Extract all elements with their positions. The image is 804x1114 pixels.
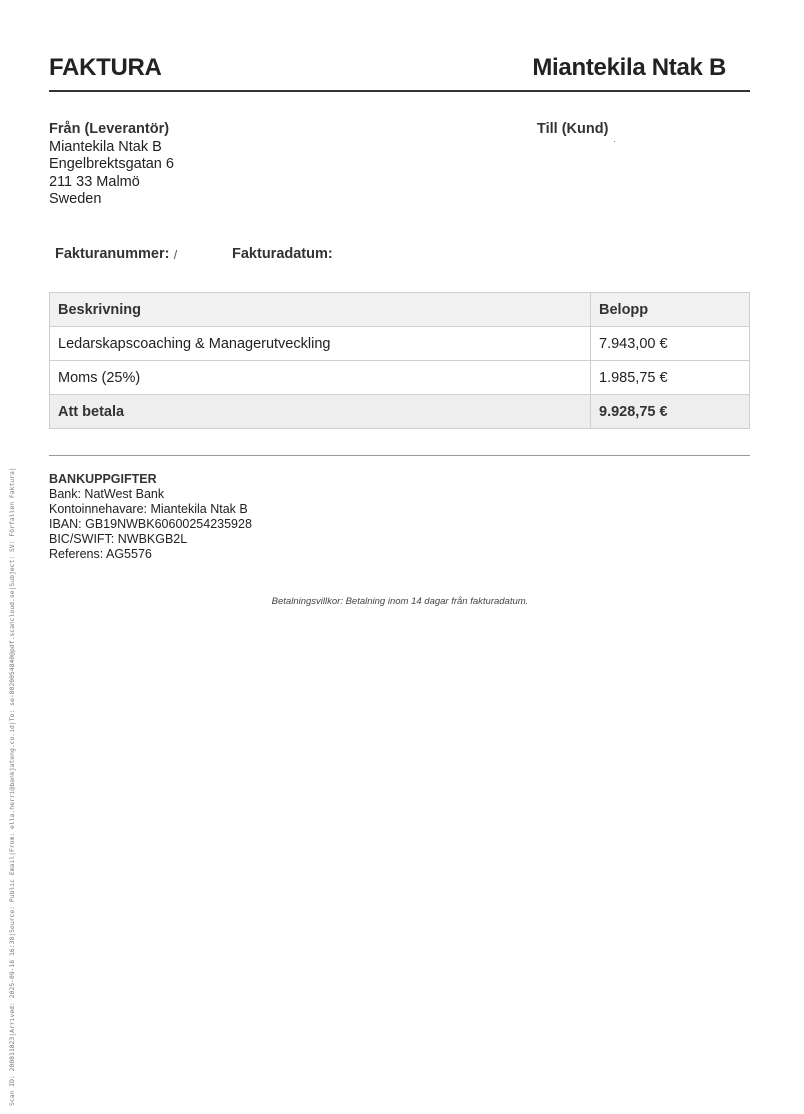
scan-artifact-tick bbox=[174, 250, 177, 259]
vat-amount: 1.985,75 € bbox=[591, 361, 750, 395]
total-row bbox=[50, 395, 750, 429]
total-amount: 9.928,75 € bbox=[591, 395, 750, 429]
invoice-line-items-table bbox=[49, 292, 750, 429]
table-header-row bbox=[50, 293, 750, 327]
column-header-description: Beskrivning bbox=[50, 293, 591, 327]
line-item-amount: 7.943,00 € bbox=[591, 327, 750, 361]
account-holder: Kontoinnehavare: Miantekila Ntak B bbox=[49, 502, 248, 516]
bank-details-heading: BANKUPPGIFTER bbox=[49, 472, 157, 486]
customer-address bbox=[537, 121, 608, 139]
payment-reference: Referens: AG5576 bbox=[49, 547, 152, 561]
bank-details bbox=[49, 472, 252, 562]
line-item-description: Ledarskapscoaching & Managerutveckling bbox=[50, 327, 591, 361]
section-divider bbox=[49, 455, 750, 456]
table-row bbox=[50, 361, 750, 395]
invoice-date-label: Fakturadatum: bbox=[232, 246, 333, 262]
total-label: Att betala bbox=[50, 395, 591, 429]
column-header-amount: Belopp bbox=[591, 293, 750, 327]
bank-name: Bank: NatWest Bank bbox=[49, 487, 165, 501]
supplier-country: Sweden bbox=[49, 191, 102, 207]
table-row bbox=[50, 327, 750, 361]
supplier-postal-city: 211 33 Malmö bbox=[49, 173, 140, 190]
invoice-header bbox=[49, 54, 750, 92]
scan-metadata-strip: Scan ID: 200811823|Arrived: 2025-09-16 16:30|Source: Public Email|From: ella.herri@bankjateng.co.id|To: se-8020054840@pdf.scancloud.se|Subject: SV: Förfallen Faktura| bbox=[8, 467, 16, 1106]
invoice-number-label: Fakturanummer: bbox=[55, 246, 170, 262]
iban: IBAN: GB19NWBK60600254235928 bbox=[49, 517, 252, 531]
document-title: FAKTURA bbox=[49, 54, 162, 81]
supplier-address bbox=[49, 121, 174, 209]
customer-heading: Till (Kund) bbox=[537, 121, 609, 137]
bic-swift: BIC/SWIFT: NWBKGB2L bbox=[49, 532, 188, 546]
supplier-heading: Från (Leverantör) bbox=[49, 121, 170, 137]
supplier-street: Engelbrektsgatan 6 bbox=[49, 156, 174, 172]
vat-description: Moms (25%) bbox=[50, 361, 591, 395]
scan-artifact-dot bbox=[614, 141, 615, 142]
company-name-title: Miantekila Ntak B bbox=[532, 54, 726, 81]
supplier-name: Miantekila Ntak B bbox=[49, 138, 162, 155]
payment-terms: Betalningsvillkor: Betalning inom 14 dagar från fakturadatum. bbox=[271, 596, 529, 607]
